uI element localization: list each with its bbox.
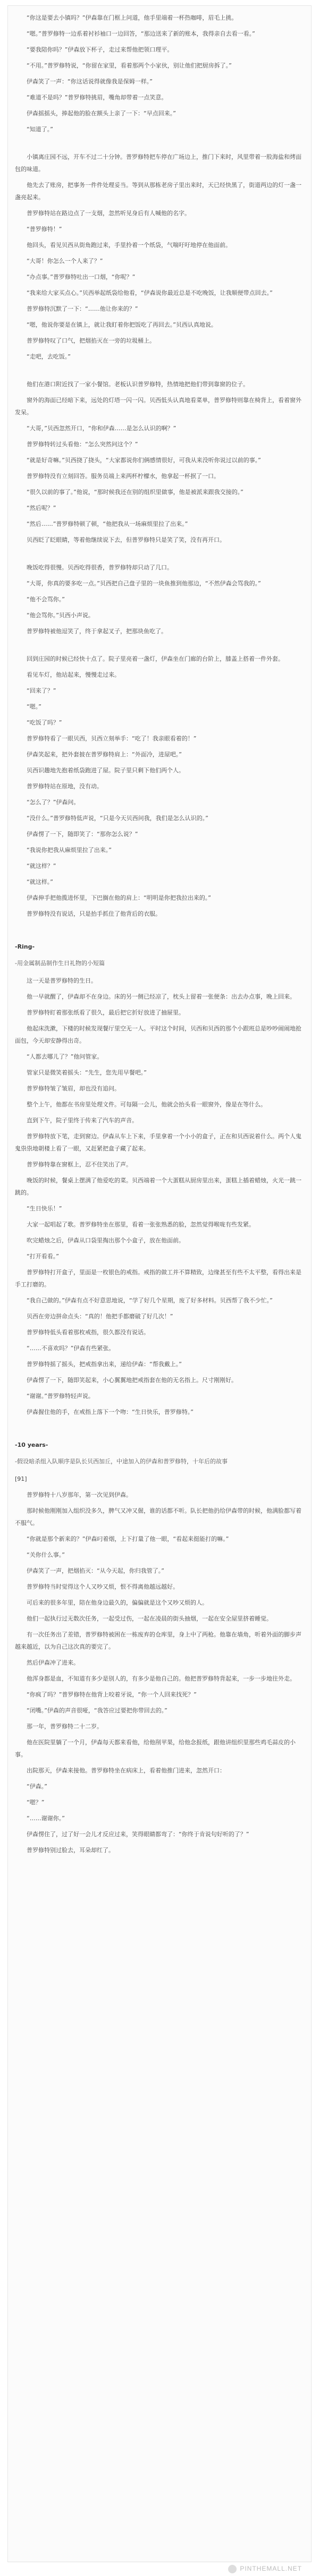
paragraph: 贝西眨了眨眼睛，等着他继续说下去，但普罗修特只是笑了笑，没有再开口。 — [27, 536, 225, 543]
paragraph: 普罗修特被他逗笑了，终于拿起叉子，把那块鱼吃了。 — [27, 628, 167, 635]
paragraph: “就这样？” — [27, 863, 56, 869]
paragraph: 普罗修特低头看着那枚戒指，很久都没有说话。 — [27, 1329, 149, 1336]
paragraph: “就这样。” — [27, 878, 53, 885]
paragraph: 他起床洗漱，下楼的时候发现餐厅里空无一人。平时这个时间，贝西和贝西的那个小跟班总是吵吵闹闹地抢面包，今天却安静得出奇。 — [15, 1025, 301, 1044]
paragraph: “办点事。”普罗修特吐出一口烟，“你呢？” — [27, 274, 136, 280]
paragraph: “很久以前的事了。”他说，“那时候我还在别的组织里做事，他是被派来跟我交接的。” — [27, 489, 244, 496]
paragraph: 直到下午，院子里终于传来了汽车的声音。 — [27, 1117, 138, 1124]
paragraph: 那时候他刚刚加入组织没多久，脾气又冲又倔，谁的话都不听。队长把他扔给伊森带的时候，他满脸都写着不服气。 — [15, 1507, 301, 1526]
paragraph: 贝西在旁边拼命点头：“真的！他把手都磨破了好几次！” — [27, 1313, 173, 1320]
paragraph: 窗外的海面已经暗下来，远处的灯塔一闪一闪。贝西低头认真地看菜单，普罗修特则靠在椅背上，看着窗外发呆。 — [15, 397, 301, 416]
paragraph: 他回头，看见贝西从街角跑过来，手里拎着一个纸袋，气喘吁吁地停在他面前。 — [27, 242, 231, 249]
paragraph: “我自己做的。”伊森有点不好意思地说，“学了好几个星期，废了好多材料。贝西帮了我不少忙。” — [27, 1297, 273, 1304]
section-spacer — [15, 139, 304, 151]
paragraph: “嗯，他说你要是在镇上，就让我盯着你把饭吃了再回去。”贝西认真地说。 — [27, 321, 217, 328]
paragraph: 伊森愣了一下，随即笑起来，小心翼翼地把戒指套在他的无名指上。尺寸刚刚好。 — [27, 1377, 237, 1384]
paragraph: 他先去了账房，把事务一件件处理妥当。等到从那栋老房子里出来时，天已经快黑了，街道两边的灯一盏一盏亮起来。 — [15, 182, 301, 201]
paragraph: “嗯？” — [27, 1799, 45, 1806]
paragraph: 出院那天，伊森来接他。普罗修特坐在病床上，看着他推门进来，忽然开口： — [27, 1767, 225, 1774]
paragraph: “……谢谢你。” — [27, 1815, 65, 1822]
paragraph: 伊森摇摇头，捧起他的脸在额头上亲了一下：“早点回来。” — [27, 110, 176, 117]
paragraph: 伊森笑了一声，把烟掐灭：“从今天起，你归我管了。” — [27, 1567, 164, 1574]
paragraph: 普罗修特放下笔，走到窗边。伊森从车上下来，手里拿着一个小小的盒子，正在和贝西说着什么。两个人鬼鬼祟祟地朝楼上看了一眼，又赶紧把盒子藏了起来。 — [15, 1133, 301, 1152]
section-spacer — [15, 924, 304, 935]
paragraph: “你就是那个新来的？”伊森叼着烟，上下打量了他一眼，“看起来挺能打的嘛。” — [27, 1536, 229, 1542]
section-title: -10 years- — [15, 1441, 48, 1448]
section-subtitle: -用金属制品制作生日礼物的小短篇 — [15, 960, 105, 967]
paragraph: “生日快乐！” — [27, 1205, 62, 1212]
paragraph: 可后来的很多年里，陪在他身边最久的，偏偏就是这个又吵又烦的人。 — [27, 1599, 208, 1606]
paragraph: 管家只是微笑着摇头：“先生，您先用早餐吧。” — [27, 1069, 147, 1076]
paragraph: “回来了？” — [27, 687, 56, 694]
pin-icon — [228, 2565, 237, 2573]
paragraph: “普罗修特！” — [27, 226, 62, 233]
paragraph: 他浑身都是血，不知道有多少是别人的，有多少是他自己的。他把普罗修特背起来，一步一步地往外走。 — [27, 1675, 296, 1682]
paragraph: “我说你把我从麻烦里拉了出来。” — [27, 847, 112, 854]
paragraph: “……不喜欢吗？”伊森有些紧张。 — [27, 1345, 115, 1352]
paragraph: “吃饭了吗？” — [27, 719, 62, 726]
section-title: -Ring- — [15, 943, 35, 950]
section-spacer — [15, 1422, 304, 1434]
paragraph: 普罗修特没有立刻回答。服务员端上来两杯柠檬水，他拿起一杯抿了一口。 — [27, 473, 220, 480]
paragraph: 有一次任务出了差错，普罗修特被困在一栋废弃的仓库里，身上中了两枪。他靠在墙角，听着外面的脚步声越来越近，以为自己这次真的要完了。 — [15, 1631, 301, 1650]
paragraph: 普罗修特叹了口气，把烟掐灭在一旁的垃圾桶上。 — [27, 337, 155, 344]
paragraph: “我来给大家买点心。”贝西举起纸袋给他看，“伊森说你最近总是不吃晚饭，让我顺便带点回去。” — [27, 289, 273, 296]
paragraph: “就是好奇嘛。”贝西挠了挠头，“大家都说你们俩感情很好，可我从来没听你说过以前的事。” — [27, 457, 261, 464]
paragraph: 普罗修特盯着那张纸看了很久，最后把它折好放进了抽屉里。 — [27, 1009, 184, 1016]
paragraph: “关你什么事。” — [27, 1551, 65, 1558]
paragraph: 晚饭吃得很慢。贝西吃得很香，普罗修特却只动了几口。 — [27, 564, 173, 571]
paragraph: 大家一起唱起了歌。普罗修特坐在那里，看着一张张熟悉的脸，忽然觉得喉咙有些发紧。 — [27, 1221, 255, 1228]
paragraph: “嗯。”普罗修特一边系着衬衫袖口一边回答，“那边送来了新的账本，我得亲自去看一看。” — [27, 30, 255, 37]
section-subtitle: -假设暗杀组入队顺序是队长贝西加丘，中途加入的伊森和普罗修特，十年后的故事 — [15, 1458, 228, 1465]
paragraph: “然后呢？” — [27, 505, 56, 511]
paragraph: 伊森愣住了，过了好一会儿才反应过来，笑得眼睛都弯了：“你终于肯说句好听的了？” — [27, 1831, 249, 1838]
paragraph: 普罗修特沉默了一下：“……他让你来的？” — [27, 305, 138, 312]
paragraph: “人都去哪儿了？”他问管家。 — [27, 1053, 103, 1060]
paragraph: “伊森。” — [27, 1783, 47, 1790]
paragraph: “走吧，去吃饭。” — [27, 353, 71, 360]
paragraph: “不用。”普罗修特说，“你留在家里，看着那两个小家伙，别让他们把厨房拆了。” — [27, 62, 232, 69]
paragraph: 伊森愣了一下，随即笑了：“那你怎么说？” — [27, 831, 138, 838]
paragraph: 普罗修特站在原地，没有动。 — [27, 783, 103, 790]
paragraph: 普罗修特看了一眼贝西，贝西立刻举手：“吃了！我亲眼看着的！” — [27, 735, 197, 742]
paragraph: 小镇离庄园不远，开车不过二十分钟。普罗修特把车停在广场边上，推门下来时，风里带着一股海盐和烤面包的味道。 — [15, 153, 301, 173]
paragraph: “怎么了？”伊森问。 — [27, 799, 80, 806]
paragraph: “谢谢。”普罗修特轻声说。 — [27, 1393, 94, 1400]
paragraph: “知道了。” — [27, 126, 53, 133]
paragraph: “他会骂你。”贝西小声说。 — [27, 612, 94, 619]
paragraph: 普罗修特没有说话，只是抬手抓住了他背后的衣服。 — [27, 910, 161, 917]
paragraph: 普罗修特打开盒子，里面是一枚银色的戒指。戒指的做工并不算精致，边缘甚至有些不太平整，看得出来是手工打磨的。 — [15, 1269, 301, 1288]
paragraph: 普罗修特别过脸去，耳朵却红了。 — [27, 1847, 114, 1854]
paragraph: “大哥，你真的要多吃一点。”贝西把自己盘子里的一块鱼推到他那边，“不然伊森会骂我的。” — [27, 580, 261, 587]
paragraph: 吹完蜡烛之后，伊森从口袋里掏出那个小盒子，放在他面前。 — [27, 1237, 184, 1244]
paragraph: 普罗修特十八岁那年，第一次见到伊森。 — [27, 1491, 132, 1498]
paragraph: “然后……”普罗修特顿了顿，“他把我从一场麻烦里拉了出来。” — [27, 521, 188, 527]
section-spacer — [15, 641, 304, 653]
paragraph: “你疯了吗？”普罗修特在他背上咬着牙说，“你一个人回来找死？” — [27, 1691, 197, 1698]
paragraph: 贝西识趣地先抱着纸袋跑进了屋。院子里只剩下他们两个人。 — [27, 767, 184, 774]
site-logo[interactable] — [228, 2565, 302, 2573]
paragraph: 回到庄园的时候已经快十点了。院子里亮着一盏灯，伊森坐在门廊的台阶上，膝盖上搭着一件外套。 — [27, 655, 284, 662]
paragraph: “难道不是吗？”普罗修特挑眉，嘴角却带着一点笑意。 — [27, 94, 167, 101]
paragraph: 这一天是普罗修特的生日。 — [27, 977, 97, 984]
section-tag: [91] — [15, 1475, 27, 1482]
paragraph: 普罗修特当时觉得这个人又吵又烦，恨不得离他越远越好。 — [27, 1583, 179, 1590]
paragraph: 伊森笑了一声：“你这话说得就像我是保姆一样。” — [27, 78, 153, 85]
paragraph: “闭嘴。”伊森的声音很哑，“我答应过要把你带回去的。” — [27, 1707, 167, 1714]
paragraph: “你这是要去小镇吗？”伊森靠在门框上问道，他手里端着一杯热咖啡，眉毛上挑。 — [27, 14, 238, 21]
paragraph: 然后伊森冲了进来。 — [27, 1659, 79, 1666]
article-body — [15, 12, 304, 1860]
paragraph: 伊森笑起来，把外套披在普罗修特肩上：“外面冷，进屋吧。” — [27, 751, 182, 758]
paragraph: “没什么。”普罗修特低声说，“只是今天贝西问我，我们是怎么认识的。” — [27, 815, 208, 822]
paragraph: “他不会骂你。” — [27, 596, 65, 603]
paragraph: 他们一起执行过无数次任务，一起受过伤，一起在凌晨的街头抽烟，一起在安全屋里挤着睡觉。 — [27, 1615, 272, 1622]
site-logo-text: PINTHEMALL.NET — [240, 2565, 302, 2573]
section-spacer — [15, 550, 304, 561]
paragraph: 普罗修特摇了摇头，把戒指拿出来，递给伊森：“帮我戴上。” — [27, 1361, 182, 1368]
paragraph: 伊森握住他的手，在戒指上落下一个吻：“生日快乐，普罗修特。” — [27, 1409, 194, 1415]
paragraph: 伊森伸手把他揽进怀里，下巴搁在他的肩上：“明明是你把我拉出来的。” — [27, 894, 211, 901]
paragraph: 看见车灯，他站起来，慢慢走过来。 — [27, 671, 120, 678]
paragraph: 普罗修特皱了皱眉，却也没有追问。 — [27, 1085, 120, 1092]
paragraph: “打开看看。” — [27, 1253, 59, 1260]
paragraph: 他在医院里躺了一个月，伊森每天都来看他，给他削苹果，给他念报纸，跟他讲组织里那些鸡毛蒜皮的小事。 — [15, 1739, 296, 1758]
section-spacer — [15, 366, 304, 378]
paragraph: 普罗修特转过头看他：“怎么突然问这个？” — [27, 441, 138, 448]
paragraph: 晚饭的时候，餐桌上摆满了他爱吃的菜。贝西端着一个大蛋糕从厨房里出来，蛋糕上插着蜡烛，火光一跳一跳的。 — [15, 1177, 301, 1196]
paragraph: 那一年，普罗修特二十二岁。 — [27, 1723, 103, 1730]
paragraph: “嗯。” — [27, 703, 41, 710]
paragraph: 普罗修特靠在窗框上，忍不住笑出了声。 — [27, 1161, 132, 1168]
paragraph: “要我陪你吗？”伊森放下杯子，走过来帮他把领口理平。 — [27, 46, 173, 53]
paragraph: 普罗修特站在路边点了一支烟，忽然听见身后有人喊他的名字。 — [27, 210, 190, 217]
paragraph: 他一早就醒了，伊森却不在身边。床的另一侧已经凉了，枕头上留着一张便条：出去办点事，晚上回来。 — [27, 993, 296, 1000]
paragraph: 整个上午，他都在书房里处理文件。可每隔一会儿，他就会抬头看一眼窗外，像是在等什么。 — [27, 1101, 266, 1108]
paragraph: “大哥！你怎么一个人来了？” — [27, 258, 103, 265]
footer-bar — [7, 2562, 312, 2576]
paragraph: 他们在港口附近找了一家小餐馆。老板认识普罗修特，热情地把他们带到靠窗的位子。 — [27, 381, 249, 388]
paragraph: “大哥，”贝西忽然开口，“你和伊森……是怎么认识的啊？” — [27, 425, 177, 432]
